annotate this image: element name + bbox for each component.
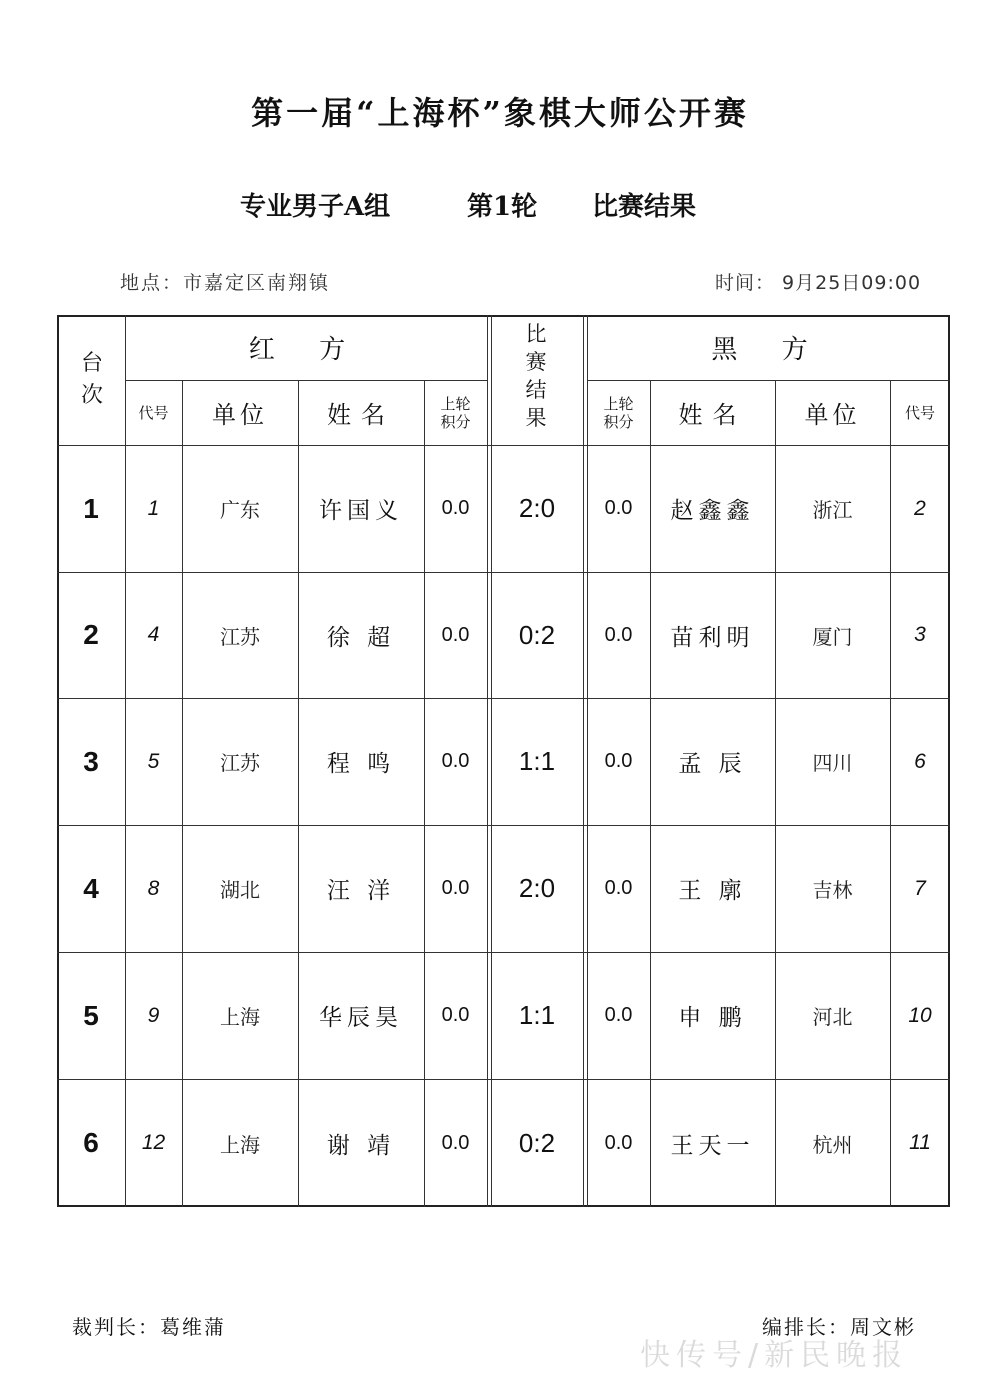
header-result: 比赛结果 bbox=[525, 322, 549, 430]
red-code: 8 bbox=[147, 876, 160, 900]
red-prev-score: 0.0 bbox=[441, 1131, 470, 1154]
red-prev-score: 0.0 bbox=[441, 1004, 470, 1026]
red-code: 1 bbox=[147, 496, 160, 520]
group-label: 专业男子A组 bbox=[240, 192, 391, 222]
black-unit: 杭州 bbox=[812, 1132, 853, 1157]
black-unit: 四川 bbox=[812, 751, 853, 775]
red-unit: 江苏 bbox=[220, 624, 260, 649]
black-name: 赵鑫鑫 bbox=[670, 498, 755, 524]
red-name: 许国义 bbox=[319, 498, 403, 524]
red-prev-score: 0.0 bbox=[441, 750, 470, 772]
header-red-unit: 单位 bbox=[212, 401, 268, 429]
black-name: 王 廓 bbox=[678, 878, 747, 904]
subtitle bbox=[240, 186, 760, 226]
black-prev-score: 0.0 bbox=[604, 497, 633, 519]
time-text: 时间： 9月25日09:00 bbox=[715, 272, 922, 294]
black-unit: 河北 bbox=[812, 1005, 853, 1029]
red-prev-score: 0.0 bbox=[441, 877, 470, 899]
red-prev-score: 0.0 bbox=[441, 623, 470, 646]
result-label: 比赛结果 bbox=[592, 192, 697, 222]
red-unit: 广东 bbox=[220, 498, 260, 522]
black-code: 2 bbox=[914, 496, 926, 520]
match-result: 0:2 bbox=[518, 619, 556, 650]
red-name: 徐 超 bbox=[326, 624, 396, 651]
header-red-side: 红 方 bbox=[248, 335, 364, 365]
header-board: 台次 bbox=[81, 351, 104, 408]
red-code: 5 bbox=[147, 749, 160, 773]
match-result: 1:1 bbox=[518, 746, 556, 776]
board-number: 1 bbox=[83, 492, 99, 524]
red-code: 9 bbox=[147, 1003, 160, 1027]
red-unit: 上海 bbox=[220, 1005, 260, 1029]
header-red-name: 姓名 bbox=[327, 401, 395, 429]
black-prev-score: 0.0 bbox=[604, 623, 633, 646]
header-red-prev-score: 上轮积分 bbox=[440, 394, 471, 431]
black-prev-score: 0.0 bbox=[604, 1004, 633, 1026]
black-unit: 浙江 bbox=[812, 498, 853, 522]
red-unit: 上海 bbox=[220, 1132, 260, 1157]
divider bbox=[583, 315, 584, 1207]
red-code: 12 bbox=[141, 1131, 166, 1154]
black-code: 11 bbox=[909, 1131, 931, 1154]
black-name: 申 鹏 bbox=[678, 1005, 747, 1031]
header-black-unit: 单位 bbox=[804, 401, 861, 429]
black-name: 王天一 bbox=[670, 1132, 755, 1159]
red-unit: 江苏 bbox=[220, 751, 260, 775]
black-code: 7 bbox=[914, 876, 926, 900]
watermark: 快传号/新民晚报 bbox=[640, 1338, 909, 1373]
results-table bbox=[57, 315, 950, 1207]
black-unit: 吉林 bbox=[812, 878, 853, 902]
round-label: 第1轮 bbox=[467, 192, 538, 222]
black-code: 10 bbox=[908, 1003, 932, 1027]
black-prev-score: 0.0 bbox=[604, 877, 633, 899]
red-code: 4 bbox=[147, 623, 160, 646]
page-title: 第一届“上海杯”象棋大师公开赛 bbox=[251, 94, 749, 132]
board-number: 3 bbox=[83, 745, 99, 777]
black-prev-score: 0.0 bbox=[604, 1131, 633, 1154]
red-name: 程 鸣 bbox=[326, 751, 396, 777]
divider bbox=[487, 315, 488, 1207]
header-black-prev-score: 上轮积分 bbox=[603, 394, 634, 431]
red-prev-score: 0.0 bbox=[441, 497, 470, 519]
black-name: 苗利明 bbox=[670, 624, 755, 651]
board-number: 4 bbox=[83, 872, 99, 904]
chief-referee: 裁判长：葛维蒲 bbox=[72, 1315, 226, 1339]
match-result: 2:0 bbox=[518, 493, 556, 523]
red-name: 谢 靖 bbox=[326, 1132, 396, 1159]
board-number: 5 bbox=[83, 999, 99, 1031]
location-text: 地点：市嘉定区南翔镇 bbox=[120, 272, 331, 294]
header-black-side: 黑 方 bbox=[711, 335, 826, 365]
header-red-code: 代号 bbox=[138, 403, 169, 422]
red-name: 汪 洋 bbox=[326, 878, 396, 904]
black-prev-score: 0.0 bbox=[604, 750, 633, 772]
header-black-name: 姓名 bbox=[678, 401, 747, 429]
black-code: 6 bbox=[914, 749, 926, 773]
red-name: 华辰昊 bbox=[319, 1005, 403, 1031]
black-code: 3 bbox=[914, 623, 926, 646]
match-result: 2:0 bbox=[518, 873, 556, 903]
black-unit: 厦门 bbox=[812, 624, 853, 649]
red-unit: 湖北 bbox=[220, 878, 260, 902]
board-number: 2 bbox=[83, 619, 99, 650]
scheduler: 编排长：周文彬 bbox=[762, 1315, 916, 1339]
match-result: 1:1 bbox=[518, 1000, 556, 1030]
black-name: 孟 辰 bbox=[678, 751, 747, 777]
match-result: 0:2 bbox=[518, 1127, 556, 1158]
header-black-code: 代号 bbox=[904, 403, 935, 422]
board-number: 6 bbox=[83, 1127, 99, 1158]
